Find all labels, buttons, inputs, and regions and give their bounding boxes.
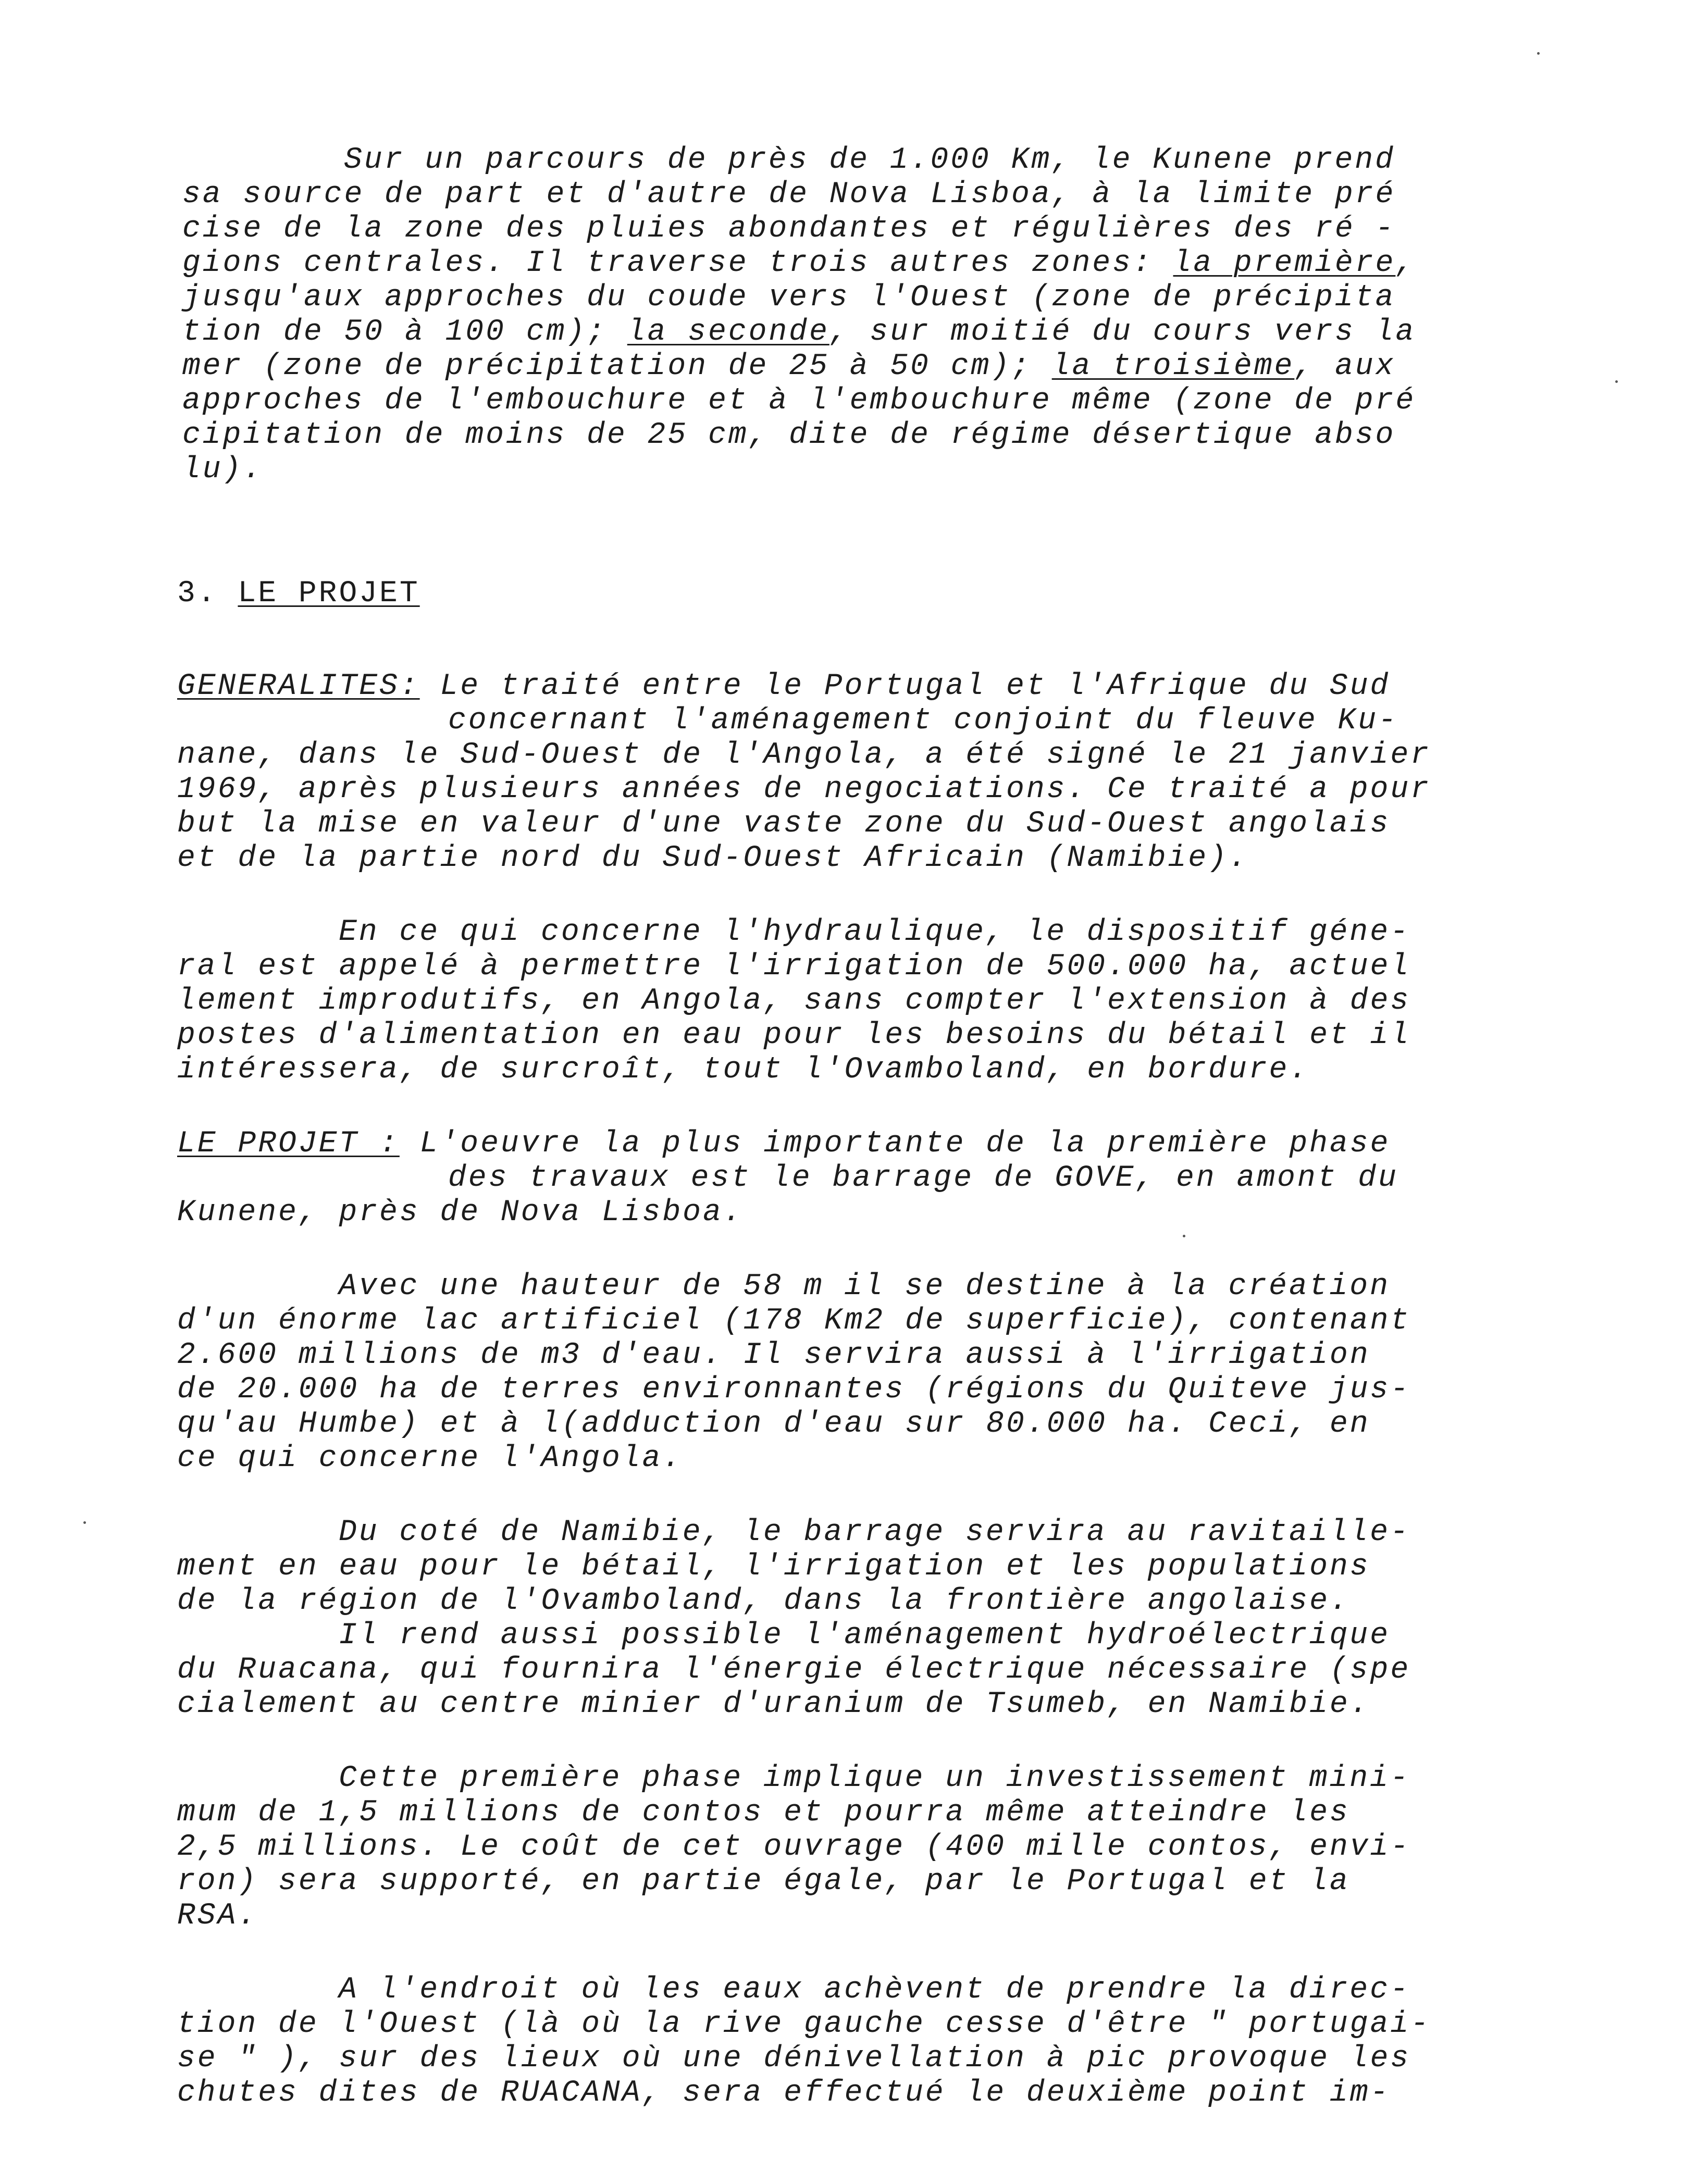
text-line: jusqu'aux approches du coude vers l'Ouest (zone de précipita [182,281,1396,315]
section-heading [177,578,420,610]
text-line: Cette première phase implique un investissement mini- [339,1761,1410,1795]
text-line: sa source de part et d'autre de Nova Lisboa, à la limite pré [182,178,1396,212]
text-line: Kunene, près de Nova Lisboa. [177,1196,744,1230]
text-line: se " ), sur des lieux où une dénivellation à pic provoque les [177,2042,1411,2076]
text-line: 2,5 millions. Le coût de cet ouvrage (400 mille contos, envi- [177,1830,1411,1864]
text-line: GENERALITES: Le traité entre le Portugal et l'Afrique du Sud [177,669,1391,703]
text-line: 2.600 millions de m3 d'eau. Il servira aussi à l'irrigation [177,1338,1370,1372]
underlined-term: la troisième [1051,350,1295,383]
le-projet-label: LE PROJET : [177,1127,400,1161]
text-line: d'un énorme lac artificiel (178 Km2 de superficie), contenant [177,1304,1411,1338]
text-line: RSA. [177,1899,258,1933]
text-line: cialement au centre minier d'uranium de Tsumeb, en Namibie. [177,1687,1370,1721]
text-line: postes d'alimentation en eau pour les besoins du bétail et il [177,1019,1411,1052]
text-line: ce qui concerne l'Angola. [177,1442,683,1475]
text-line: mum de 1,5 millions de contos et pourra même atteindre les [177,1796,1350,1830]
text-line: des travaux est le barrage de GOVE, en amont du [448,1161,1398,1195]
text-line: Du coté de Namibie, le barrage servira au ravitaille- [339,1516,1410,1549]
text-line: cipitation de moins de 25 cm, dite de régime désertique abso [182,418,1396,452]
text-line: cise de la zone des pluies abondantes et régulières des ré - [182,212,1396,246]
text-line: approches de l'embouchure et à l'embouchure même (zone de pré [182,384,1416,418]
underlined-term: la seconde [627,315,829,349]
text-line: lement improdutifs, en Angola, sans compter l'extension à des [177,984,1411,1018]
text-line: but la mise en valeur d'une vaste zone du Sud-Ouest angolais [177,807,1391,841]
section-number: 3. [177,577,238,611]
text-line: Sur un parcours de près de 1.000 Km, le Kunene prend [344,143,1395,177]
text-line: Avec une hauteur de 58 m il se destine à la création [339,1270,1390,1304]
text-line: qu'au Humbe) et à l(adduction d'eau sur 80.000 ha. Ceci, en [177,1407,1370,1441]
text-line: intéressera, de surcroît, tout l'Ovamboland, en bordure. [177,1053,1310,1087]
text-line: gions centrales. Il traverse trois autres zones: la première, [182,246,1416,280]
text-line: tion de 50 à 100 cm); la seconde, sur moitié du cours vers la [182,315,1416,349]
scan-speck [1615,380,1618,383]
text-line: En ce qui concerne l'hydraulique, le dispositif géne- [339,915,1410,949]
text-line: lu). [182,453,264,487]
text-line: nane, dans le Sud-Ouest de l'Angola, a été signé le 21 janvier [177,738,1431,772]
text-line: mer (zone de précipitation de 25 à 50 cm); la troisième, aux [182,350,1396,383]
generalites-label: GENERALITES: [177,669,420,703]
text-line: tion de l'Ouest (là où la rive gauche cesse d'être " portugai- [177,2007,1431,2041]
text-line: et de la partie nord du Sud-Ouest Africain (Namibie). [177,841,1249,875]
text-line: ral est appelé à permettre l'irrigation de 500.000 ha, actuel [177,950,1411,984]
scan-speck [1537,52,1540,55]
text-line: concernant l'aménagement conjoint du fleuve Ku- [448,704,1398,738]
text-line: de 20.000 ha de terres environnantes (régions du Quiteve jus- [177,1373,1411,1407]
text-line: chutes dites de RUACANA, sera effectué le deuxième point im- [177,2076,1391,2110]
section-title: LE PROJET [238,577,420,611]
text-line: du Ruacana, qui fournira l'énergie électrique nécessaire (spe [177,1653,1411,1687]
text-line: A l'endroit où les eaux achèvent de prendre la direc- [339,1973,1410,2007]
text-line: 1969, après plusieurs années de negociations. Ce traité a pour [177,773,1431,806]
text-line: de la région de l'Ovamboland, dans la frontière angolaise. [177,1584,1350,1618]
scan-speck [83,1521,86,1524]
text-line: ron) sera supporté, en partie égale, par le Portugal et la [177,1865,1350,1898]
underlined-term: la première [1173,246,1396,280]
text-line: LE PROJET : L'oeuvre la plus importante de la première phase [177,1127,1391,1161]
text-line: Il rend aussi possible l'aménagement hydroélectrique [339,1619,1390,1653]
scan-speck [1183,1235,1185,1237]
text-line: ment en eau pour le bétail, l'irrigation et les populations [177,1550,1370,1584]
